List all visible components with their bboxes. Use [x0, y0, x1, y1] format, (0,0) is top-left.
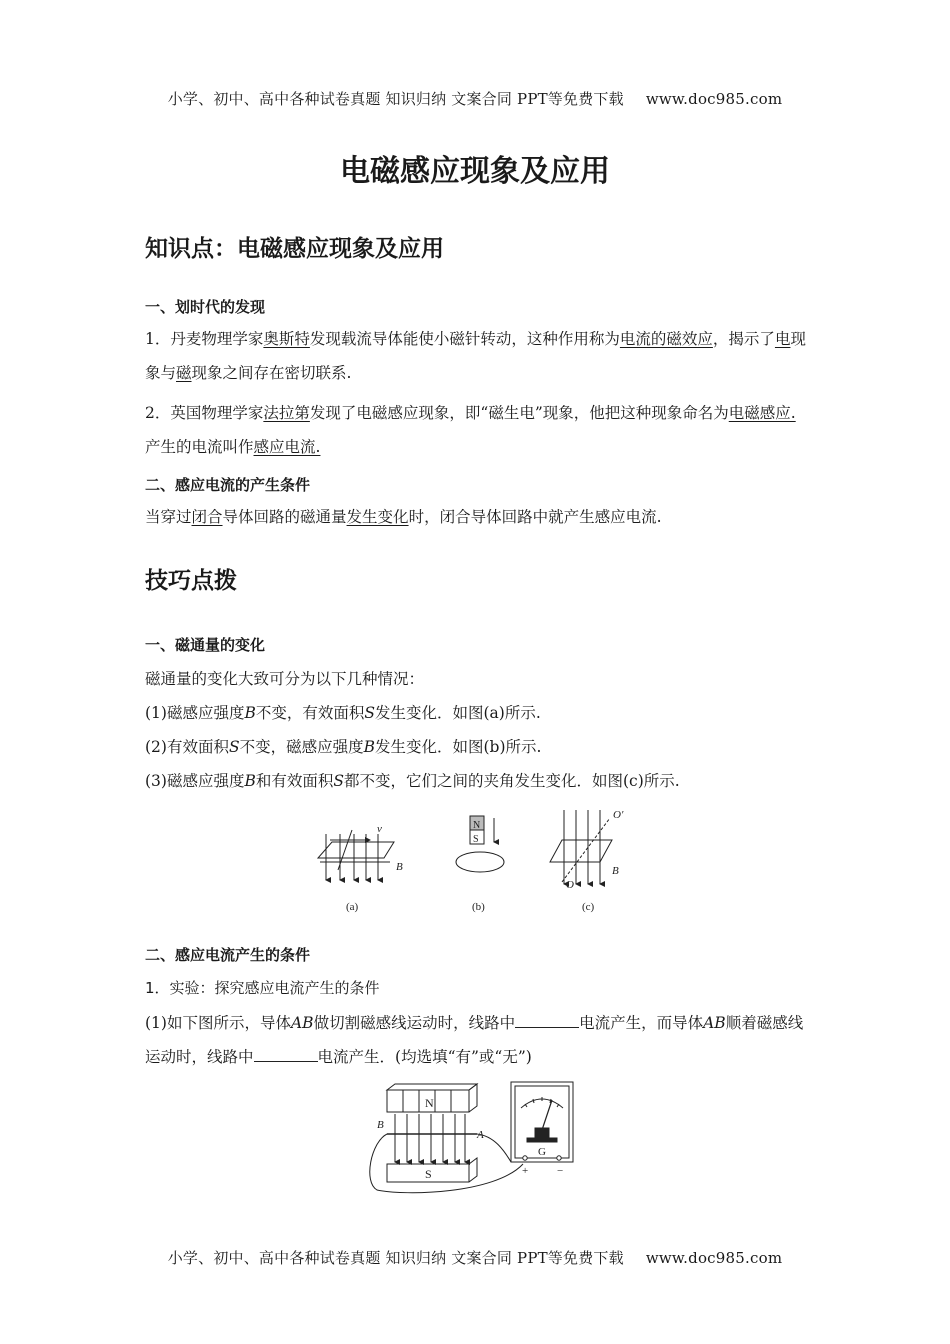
paragraph-faraday: 2．英国物理学家法拉第发现了电磁感应现象，即“磁生电”现象，他把这种现象命名为电磁感应.产生的电流叫作感应电流.: [145, 404, 796, 456]
footer-site: www.doc985.com: [645, 1249, 783, 1267]
subheading-flux-change: 一、磁通量的变化: [145, 636, 266, 654]
label-s-magnet: S: [473, 834, 479, 845]
page-footer: [0, 1247, 950, 1268]
paragraph-condition: 当穿过闭合导体回路的磁通量发生变化时，闭合导体回路中就产生感应电流.: [145, 508, 662, 526]
section-heading-tips: 技巧点拨: [145, 568, 237, 594]
label-b-end: B: [377, 1119, 384, 1131]
label-n-pole: N: [425, 1096, 434, 1110]
label-b-a: B: [396, 861, 403, 873]
wire-left: [370, 1134, 523, 1193]
case-2: (2)有效面积S不变，磁感应强度B发生变化．如图(b)所示.: [145, 738, 542, 756]
figure-flux-cases: [300, 800, 660, 920]
figure-galvanometer-experiment: [365, 1078, 595, 1198]
label-o: O: [566, 879, 574, 891]
label-g: G: [538, 1146, 546, 1158]
subheading-induced-conditions: 二、感应电流产生的条件: [145, 946, 311, 964]
section-heading-knowledge: 知识点：电磁感应现象及应用: [145, 236, 444, 262]
label-s-pole: S: [425, 1167, 432, 1181]
question-1: (1)如下图所示，导体AB做切割磁感线运动时，线路中 电流产生，而导体AB顺着磁感线运动时，线路中 电流产生．(均选填“有”或“无”): [145, 1014, 804, 1066]
header-text: 小学、初中、高中各种试卷真题 知识归纳 文案合同 PPT等免费下载: [167, 90, 624, 108]
blank-answer-change: 发生变化: [346, 508, 409, 526]
label-b-c: B: [612, 865, 619, 877]
case-1: (1)磁感应强度B不变，有效面积S发生变化．如图(a)所示.: [145, 704, 541, 722]
header-site: www.doc985.com: [645, 90, 783, 108]
blank-answer-closed: 闭合: [191, 508, 223, 526]
blank-answer-faraday: 法拉第: [263, 404, 310, 422]
case-3: (3)磁感应强度B和有效面积S都不变，它们之间的夹角发生变化．如图(c)所示.: [145, 772, 680, 790]
caption-a: (a): [346, 901, 359, 913]
caption-c: (c): [582, 901, 595, 913]
blank-answer-oersted: 奥斯特: [263, 330, 310, 348]
diagram-c: [550, 810, 612, 884]
subheading-discovery: 一、划时代的发现: [145, 298, 266, 316]
blank-answer-induction: 电磁感应.: [728, 404, 796, 422]
blank-answer-induced-current: 感应电流.: [253, 438, 321, 456]
blank-answer-magnetic-effect: 电流的磁效应: [619, 330, 713, 348]
label-plus: +: [522, 1165, 529, 1177]
subheading-conditions: 二、感应电流的产生条件: [145, 476, 311, 494]
label-v: v: [377, 823, 382, 835]
label-o-prime: O′: [613, 809, 624, 821]
paragraph-flux-intro: 磁通量的变化大致可分为以下几种情况：: [145, 670, 425, 688]
label-a-end: A: [477, 1129, 484, 1141]
footer-text: 小学、初中、高中各种试卷真题 知识归纳 文案合同 PPT等免费下载: [167, 1249, 624, 1267]
caption-b: (b): [472, 901, 485, 913]
label-minus: −: [557, 1165, 564, 1177]
label-n-magnet: N: [473, 820, 481, 831]
blank-answer-electric: 电: [774, 330, 791, 348]
experiment-title: 1．实验：探究感应电流产生的条件: [145, 979, 380, 997]
diagram-a: [318, 830, 394, 880]
blank-answer-magnetic: 磁: [176, 364, 192, 382]
paragraph-oersted: 1．丹麦物理学家奥斯特发现载流导体能使小磁针转动，这种作用称为电流的磁效应，揭示了电现象与磁现象之间存在密切联系.: [145, 330, 806, 382]
answer-blank-1[interactable]: [515, 1013, 579, 1028]
page-title: 电磁感应现象及应用: [340, 154, 610, 189]
page-header: [0, 88, 950, 109]
answer-blank-2[interactable]: [254, 1047, 318, 1062]
